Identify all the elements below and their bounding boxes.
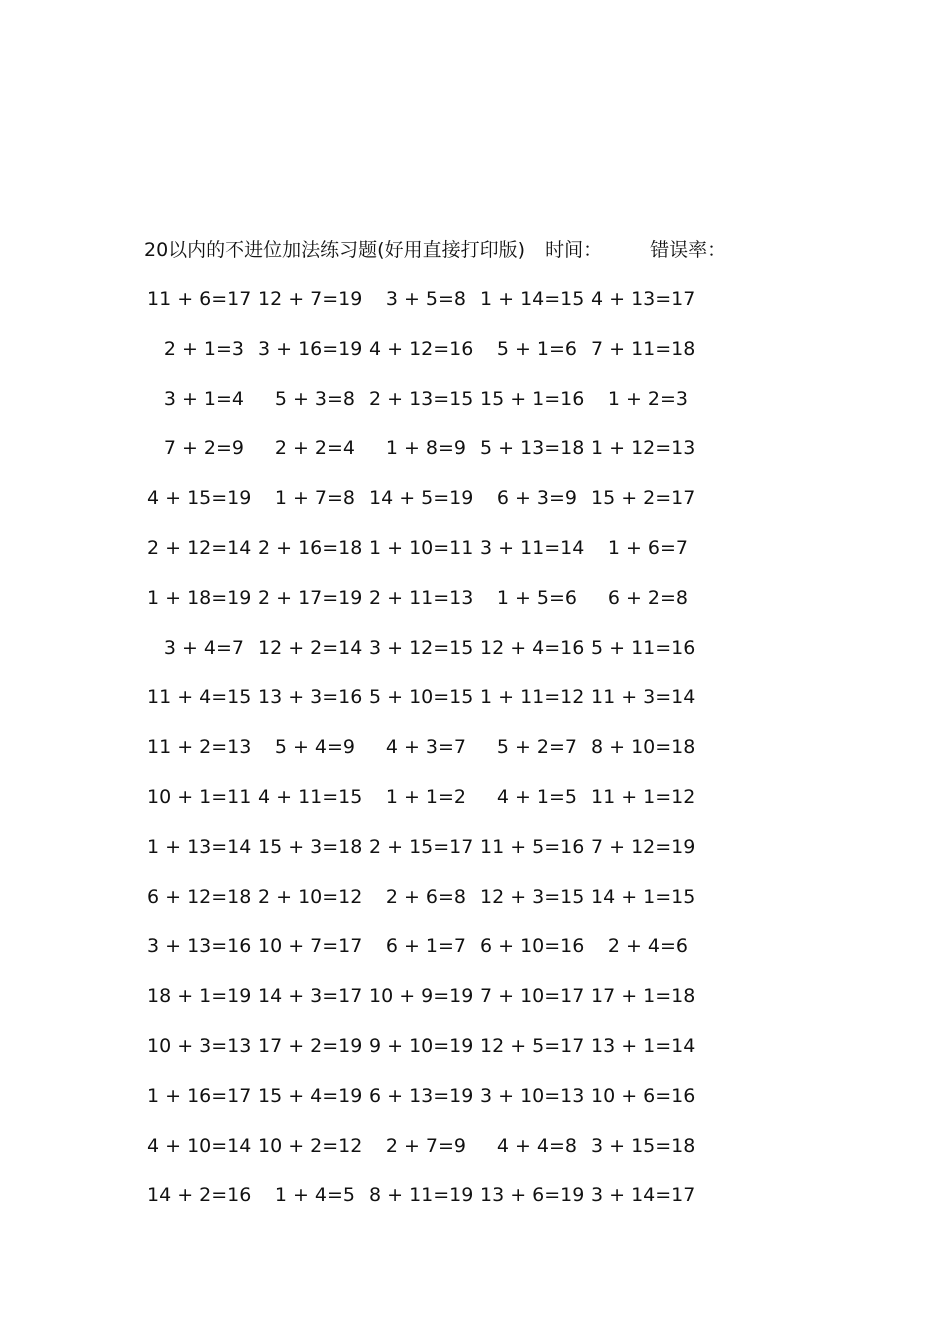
equation-item: 4 + 13=17 [591,288,696,310]
equation-item: 17 + 1=18 [591,985,696,1008]
equation-item: 5 + 2=7 [496,736,577,759]
equation-item: 6 + 3=9 [496,487,577,510]
equation-item: 12 + 4=16 [480,636,585,659]
equation-item: 1 + 7=8 [274,487,355,510]
equation-item: 9 + 10=19 [369,1034,474,1057]
equation-item: 2 + 1=3 [163,337,244,360]
equation-item: 1 + 6=7 [607,536,688,559]
equation-item: 1 + 18=19 [147,586,252,609]
equation-item: 14 + 5=19 [369,487,474,510]
equation-item: 2 + 11=13 [369,586,474,609]
equation-item: 5 + 11=16 [591,636,696,659]
equation-item: 15 + 2=17 [591,487,696,510]
equation-item: 6 + 13=19 [369,1084,474,1107]
equation-item: 17 + 2=19 [258,1034,363,1057]
equation-item: 15 + 3=18 [258,835,363,858]
equation-item: 4 + 1=5 [496,785,577,808]
equation-item: 1 + 2=3 [607,387,688,410]
equation-item: 6 + 12=18 [147,885,252,908]
equation-item: 8 + 11=19 [369,1184,474,1207]
equation-item: 2 + 16=18 [258,536,363,559]
equation-item: 1 + 11=12 [480,686,585,709]
equation-item: 14 + 3=17 [258,985,363,1008]
equation-item: 10 + 9=19 [369,985,474,1008]
equation-item: 1 + 10=11 [369,536,474,559]
equation-item: 4 + 10=14 [147,1134,252,1157]
equation-item: 1 + 13=14 [147,835,252,858]
equation-item: 3 + 4=7 [163,636,244,659]
equation-item: 5 + 4=9 [274,736,355,759]
equation-item: 7 + 2=9 [163,437,244,460]
equation-item: 7 + 12=19 [591,835,696,858]
equation-item: 8 + 10=18 [591,736,696,759]
equation-item: 11 + 4=15 [147,686,252,709]
equation-item: 10 + 6=16 [591,1084,696,1107]
equation-item: 3 + 10=13 [480,1084,585,1107]
equation-item: 4 + 15=19 [147,487,252,510]
equation-item: 11 + 1=12 [591,785,696,808]
equation-item: 2 + 17=19 [258,586,363,609]
equation-item: 3 + 14=17 [591,1184,696,1207]
equation-item: 3 + 13=16 [147,935,252,958]
equation-item: 4 + 12=16 [369,337,474,360]
equation-item: 7 + 10=17 [480,985,585,1008]
equation-item: 2 + 15=17 [369,835,474,858]
equation-item: 15 + 1=16 [480,387,585,410]
equation-item: 10 + 3=13 [147,1034,252,1057]
equation-item: 12 + 7=19 [258,288,363,310]
equation-item: 18 + 1=19 [147,985,252,1008]
equation-item: 3 + 5=8 [385,288,466,310]
equation-item: 4 + 3=7 [385,736,466,759]
worksheet-header [144,236,726,264]
equation-item: 3 + 16=19 [258,337,363,360]
equation-item: 2 + 7=9 [385,1134,466,1157]
time-label: 时间： [545,239,603,261]
equation-item: 1 + 16=17 [147,1084,252,1107]
equation-item: 5 + 3=8 [274,387,355,410]
equation-item: 11 + 3=14 [591,686,696,709]
equation-item: 10 + 2=12 [258,1134,363,1157]
equation-item: 6 + 1=7 [385,935,466,958]
equation-item: 3 + 12=15 [369,636,474,659]
equation-item: 1 + 8=9 [385,437,466,460]
equation-item: 5 + 10=15 [369,686,474,709]
equation-item: 2 + 10=12 [258,885,363,908]
equation-item: 1 + 12=13 [591,437,696,460]
equation-item: 1 + 1=2 [385,785,466,808]
equation-item: 2 + 2=4 [274,437,355,460]
equation-item: 12 + 5=17 [480,1034,585,1057]
equation-item: 13 + 6=19 [480,1184,585,1207]
equation-item: 4 + 4=8 [496,1134,577,1157]
equation-item: 10 + 7=17 [258,935,363,958]
equation-item: 14 + 1=15 [591,885,696,908]
equation-item: 3 + 1=4 [163,387,244,410]
equation-item: 12 + 2=14 [258,636,363,659]
equation-item: 13 + 3=16 [258,686,363,709]
equation-item: 10 + 1=11 [147,785,252,808]
equation-item: 5 + 13=18 [480,437,585,460]
equation-item: 2 + 13=15 [369,387,474,410]
equation-item: 6 + 10=16 [480,935,585,958]
equation-item: 3 + 11=14 [480,536,585,559]
equation-item: 15 + 4=19 [258,1084,363,1107]
equation-item: 1 + 14=15 [480,288,585,310]
equation-item: 4 + 11=15 [258,785,363,808]
equation-item: 7 + 11=18 [591,337,696,360]
worksheet-title: 20以内的不进位加法练习题(好用直接打印版) [144,239,526,261]
equation-item: 2 + 12=14 [147,536,252,559]
equation-item: 5 + 1=6 [496,337,577,360]
equation-item: 2 + 6=8 [385,885,466,908]
equation-item: 1 + 5=6 [496,586,577,609]
equation-item: 11 + 2=13 [147,736,252,759]
equation-item: 3 + 15=18 [591,1134,696,1157]
equation-item: 6 + 2=8 [607,586,688,609]
equation-item: 2 + 4=6 [607,935,688,958]
equation-item: 11 + 6=17 [147,288,252,310]
error-rate-label: 错误率： [650,239,727,261]
equation-item: 1 + 4=5 [274,1184,355,1207]
equation-item: 11 + 5=16 [480,835,585,858]
equation-item: 14 + 2=16 [147,1184,252,1207]
equation-item: 13 + 1=14 [591,1034,696,1057]
equation-item: 12 + 3=15 [480,885,585,908]
